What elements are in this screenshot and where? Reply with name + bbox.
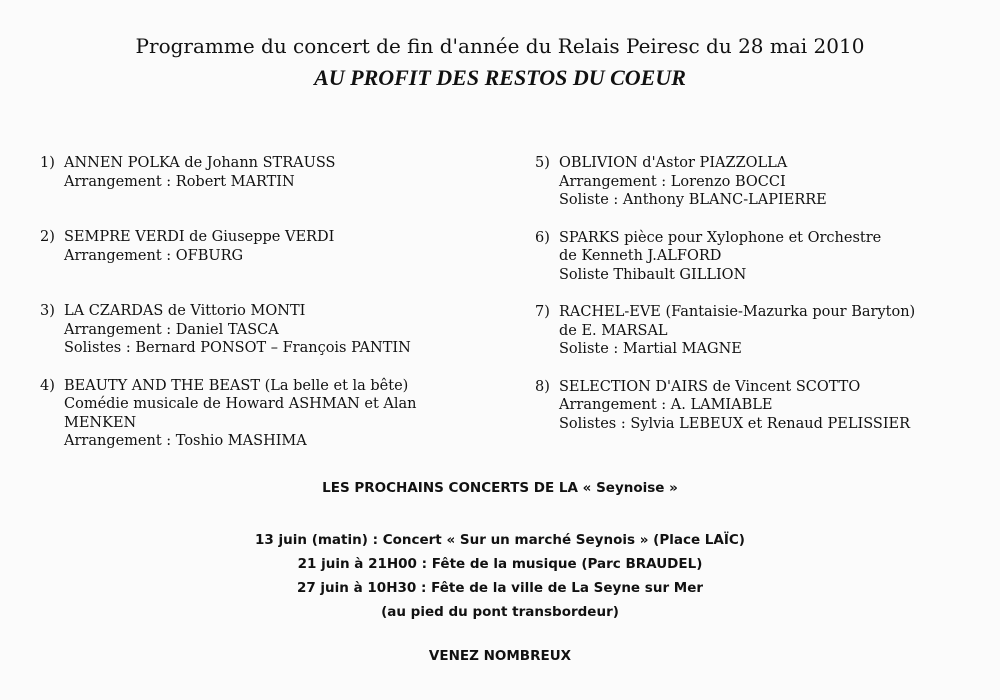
item-title: SEMPRE VERDI de Giuseppe VERDI (64, 229, 335, 245)
page-subtitle: AU PROFIT DES RESTOS DU COEUR (314, 65, 686, 90)
item-detail: Solistes : Bernard PONSOT – François PANTIN (64, 340, 411, 356)
item-detail: Comédie musicale de Howard ASHMAN et Alan (64, 396, 417, 412)
item-number: 5) (535, 155, 550, 171)
item-number: 6) (535, 229, 550, 246)
programme-item-4 (40, 377, 490, 451)
programme-item-2 (40, 228, 490, 265)
concert-line: 13 juin (matin) : Concert « Sur un marché Seynois » (Place LAÏC) (255, 532, 745, 548)
item-title: SPARKS pièce pour Xylophone et Orchestre (559, 229, 882, 246)
item-number: 4) (40, 377, 55, 394)
item-detail: Arrangement : OFBURG (64, 247, 244, 264)
item-title: LA CZARDAS de Vittorio MONTI (64, 303, 306, 319)
item-title: RACHEL-EVE (Fantaisie-Mazurka pour Baryton) (559, 304, 916, 320)
item-title: ANNEN POLKA de Johann STRAUSS (64, 155, 336, 171)
programme-item-1 (40, 154, 490, 191)
upcoming-concerts-heading: LES PROCHAINS CONCERTS DE LA « Seynoise » (322, 480, 678, 496)
item-title: OBLIVION d'Astor PIAZZOLLA (559, 155, 788, 171)
programme-item-5 (535, 154, 990, 210)
item-detail: Soliste Thibault GILLION (559, 266, 747, 283)
item-detail: MENKEN (64, 414, 137, 431)
closing-message: VENEZ NOMBREUX (428, 648, 572, 664)
programme-left-column (40, 154, 490, 451)
item-title: BEAUTY AND THE BEAST (La belle et la bête) (64, 377, 409, 394)
item-detail: Solistes : Sylvia LEBEUX et Renaud PELISSIER (559, 415, 911, 432)
item-number: 2) (40, 229, 55, 245)
item-detail: Arrangement : Toshio MASHIMA (64, 433, 307, 449)
programme-item-6 (535, 229, 990, 285)
upcoming-concerts-list (0, 528, 1000, 624)
programme-item-3 (40, 302, 490, 358)
programme-item-7 (535, 303, 990, 359)
item-detail: Arrangement : Lorenzo BOCCI (559, 173, 786, 190)
item-number: 8) (535, 378, 550, 395)
page-title: Programme du concert de fin d'année du Relais Peiresc du 28 mai 2010 (135, 34, 865, 58)
item-detail: Arrangement : Robert MARTIN (64, 173, 295, 190)
concert-line: 27 juin à 10H30 : Fête de la ville de La Seyne sur Mer (296, 580, 704, 596)
item-number: 7) (535, 304, 550, 320)
item-detail: Arrangement : Daniel TASCA (64, 321, 279, 338)
item-detail: de Kenneth J.ALFORD (559, 248, 722, 264)
item-number: 1) (40, 155, 55, 171)
programme-right-column (535, 154, 990, 433)
programme-item-8 (535, 378, 990, 434)
item-title: SELECTION D'AIRS de Vincent SCOTTO (559, 378, 861, 395)
item-number: 3) (40, 303, 55, 319)
item-detail: de E. MARSAL (559, 322, 668, 339)
concert-line: 21 juin à 21H00 : Fête de la musique (Parc BRAUDEL) (297, 556, 703, 572)
item-detail: Arrangement : A. LAMIABLE (559, 397, 773, 413)
item-detail: Soliste : Anthony BLANC-LAPIERRE (559, 192, 827, 208)
item-detail: Soliste : Martial MAGNE (559, 341, 742, 357)
concert-line: (au pied du pont transbordeur) (381, 604, 619, 620)
